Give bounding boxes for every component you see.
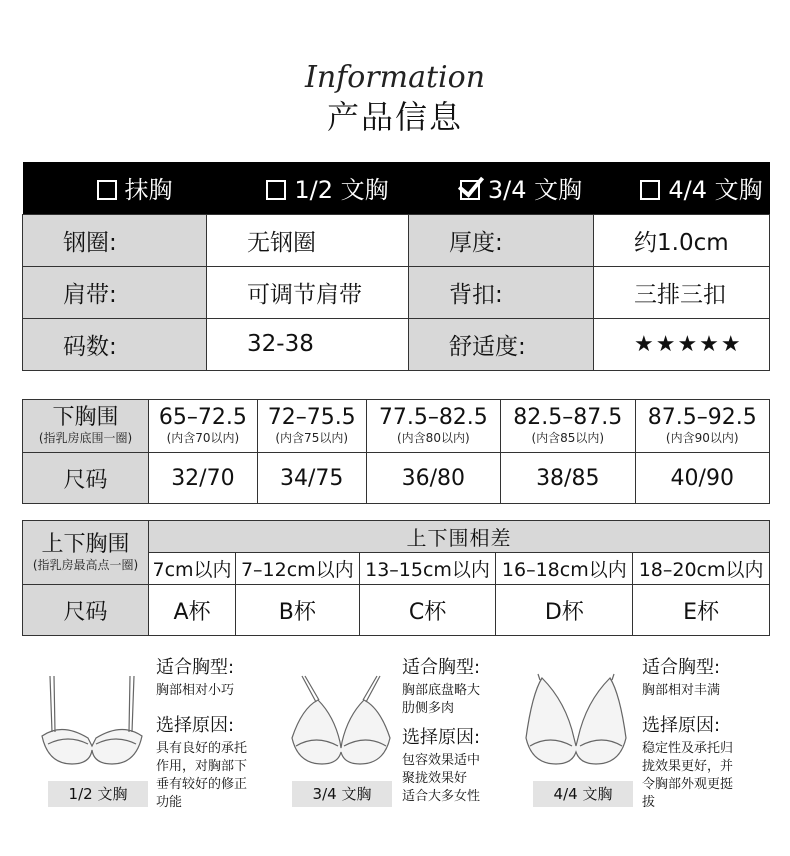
- cup-diff-cell: 18–20cm以内: [633, 553, 770, 585]
- cup-type-1[interactable]: 1/2 文胸: [207, 162, 409, 214]
- style-description-three-quarter: 适合胸型: 胸部底盘略大 肋侧多肉 选择原因: 包容效果适中 聚拢效果好 适合大多女性: [402, 657, 481, 804]
- band-size-cell: 40/90: [635, 453, 770, 504]
- band-size-cell: 34/75: [257, 453, 366, 504]
- style-tag-half: 1/2 文胸: [48, 781, 148, 807]
- spec-value: 约1.0cm: [594, 214, 770, 266]
- half-cup-bra-illustration: [38, 672, 146, 768]
- cup-label: 上下胸围 (指乳房最高点一圈): [23, 521, 149, 585]
- cup-size-cell: B杯: [236, 585, 360, 636]
- band-size-cell: 36/80: [366, 453, 500, 504]
- spec-label: 钢圈:: [23, 214, 207, 266]
- band-range-cell: 82.5–87.5 (内含85以内): [501, 400, 635, 453]
- spec-value: 32-38: [207, 318, 409, 370]
- band-range-cell: 77.5–82.5 (内含80以内): [366, 400, 500, 453]
- spec-row: [23, 318, 770, 370]
- spec-label: 舒适度:: [409, 318, 594, 370]
- cup-diff-cell: 7–12cm以内: [236, 553, 360, 585]
- cup-type-0[interactable]: 抹胸: [23, 162, 207, 214]
- spec-value: 无钢圈: [207, 214, 409, 266]
- star-icon: ★★★★★: [634, 332, 743, 357]
- spec-row: [23, 266, 770, 318]
- spec-value: 三排三扣: [594, 266, 770, 318]
- spec-label: 肩带:: [23, 266, 207, 318]
- cup-size-cell: D杯: [496, 585, 633, 636]
- style-tag-full: 4/4 文胸: [533, 781, 633, 807]
- cup-type-2[interactable]: 3/4 文胸: [409, 162, 594, 214]
- spec-table: [22, 162, 770, 371]
- spec-value: 可调节肩带: [207, 266, 409, 318]
- band-size-cell: 38/85: [501, 453, 635, 504]
- cup-diff-cell: 16–18cm以内: [496, 553, 633, 585]
- comfort-stars: [594, 318, 770, 370]
- cup-size-cell: A杯: [149, 585, 236, 636]
- title-english: Information: [304, 60, 486, 95]
- band-range-cell: 87.5–92.5 (内含90以内): [635, 400, 770, 453]
- checkbox-icon[interactable]: [640, 180, 660, 200]
- spec-label: 背扣:: [409, 266, 594, 318]
- cup-header-row: [23, 521, 770, 553]
- style-description-full: 适合胸型: 胸部相对丰满 选择原因: 稳定性及承托归 拢效果更好，并 令胸部外观更挺 拔: [642, 657, 734, 810]
- band-range-cell: 72–75.5 (内含75以内): [257, 400, 366, 453]
- three-quarter-cup-bra-illustration: [288, 672, 394, 768]
- spec-label: 码数:: [23, 318, 207, 370]
- band-size-table: [22, 399, 770, 504]
- checkbox-icon[interactable]: [97, 180, 117, 200]
- cup-type-row: [23, 162, 770, 214]
- size-label: 尺码: [23, 585, 149, 636]
- checkbox-checked-icon[interactable]: [460, 180, 480, 200]
- band-range-row: [23, 400, 770, 453]
- cup-type-3[interactable]: 4/4 文胸: [594, 162, 770, 214]
- cup-size-cell: E杯: [633, 585, 770, 636]
- spec-label: 厚度:: [409, 214, 594, 266]
- size-label: 尺码: [23, 453, 149, 504]
- style-tag-three-quarter: 3/4 文胸: [292, 781, 392, 807]
- style-description-half: 适合胸型: 胸部相对小巧 选择原因: 具有良好的承托 作用，对胸部下 垂有较好的修正 功能: [156, 657, 248, 810]
- spec-row: [23, 214, 770, 266]
- title-chinese: 产品信息: [326, 98, 463, 136]
- band-size-cell: 32/70: [149, 453, 258, 504]
- cup-size-table: [22, 520, 770, 636]
- cup-size-cell: C杯: [359, 585, 496, 636]
- checkbox-icon[interactable]: [266, 180, 286, 200]
- band-size-row: [23, 453, 770, 504]
- cup-diff-cell: 7cm以内: [149, 553, 236, 585]
- full-cup-bra-illustration: [522, 672, 630, 768]
- cup-diff-cell: 13–15cm以内: [359, 553, 496, 585]
- band-range-cell: 65–72.5 (内含70以内): [149, 400, 258, 453]
- band-label: 下胸围 (指乳房底围一圈): [23, 400, 149, 453]
- cup-diff-header: 上下围相差: [149, 521, 770, 553]
- cup-size-row: [23, 585, 770, 636]
